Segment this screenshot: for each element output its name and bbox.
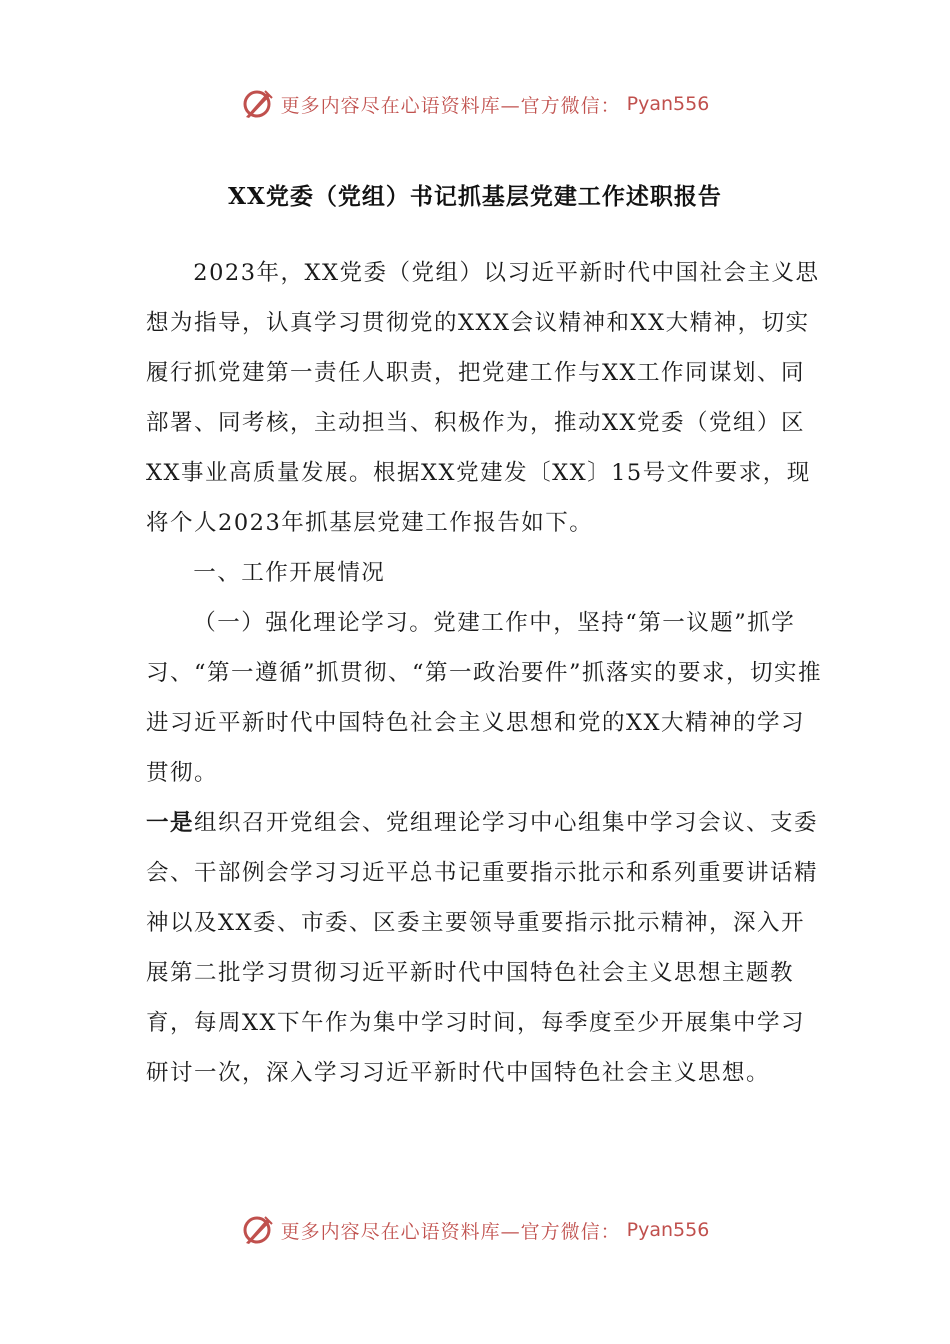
watermark-banner-bottom bbox=[0, 1210, 950, 1250]
watermark-wechat-id: Pyan556 bbox=[626, 1219, 710, 1241]
section-heading: 一、工作开展情况 bbox=[193, 560, 386, 586]
quill-pen-icon bbox=[241, 1213, 275, 1247]
subsection-paragraph: （一）强化理论学习。党建工作中，坚持“第一议题”抓学习、“第一遵循”抓贯彻、“第一政治要件”抓落实的要求，切实推进习近平新时代中国特色社会主义思想和党的XX大精神的学习贯彻。 bbox=[146, 610, 823, 786]
watermark-wechat-id: Pyan556 bbox=[626, 93, 710, 115]
point-label: 一是 bbox=[146, 810, 195, 836]
point-paragraph bbox=[146, 798, 826, 1098]
watermark-banner-top bbox=[0, 84, 950, 124]
point-text: 组织召开党组会、党组理论学习中心组集中学习会议、支委会、干部例会学习习近平总书记重要指示批示和系列重要讲话精神以及XX委、市委、区委主要领导重要指示批示精神，深入开展第二批学习贯彻习近平新时代中国特色社会主义思想主题教育，每周XX下午作为集中学习时间，每季度至少开展集中学习研讨一次，深入学习习近平新时代中国特色社会主义思想。 bbox=[146, 810, 819, 1086]
document-body bbox=[146, 248, 826, 1098]
document-title: XX党委（党组）书记抓基层党建工作述职报告 bbox=[228, 183, 722, 210]
watermark-text: 更多内容尽在心语资料库—官方微信： bbox=[280, 1220, 621, 1243]
intro-paragraph: 2023年，XX党委（党组）以习近平新时代中国社会主义思想为指导，认真学习贯彻党的XXX会议精神和XX大精神，切实履行抓党建第一责任人职责，把党建工作与XX工作同谋划、同部署、同考核，主动担当、积极作为，推动XX党委（党组）区XX事业高质量发展。根据XX党建发〔XX〕15号文件要求，现将个人2023年抓基层党建工作报告如下。 bbox=[146, 260, 820, 536]
watermark-text: 更多内容尽在心语资料库—官方微信： bbox=[280, 94, 621, 117]
quill-pen-icon bbox=[241, 87, 275, 121]
